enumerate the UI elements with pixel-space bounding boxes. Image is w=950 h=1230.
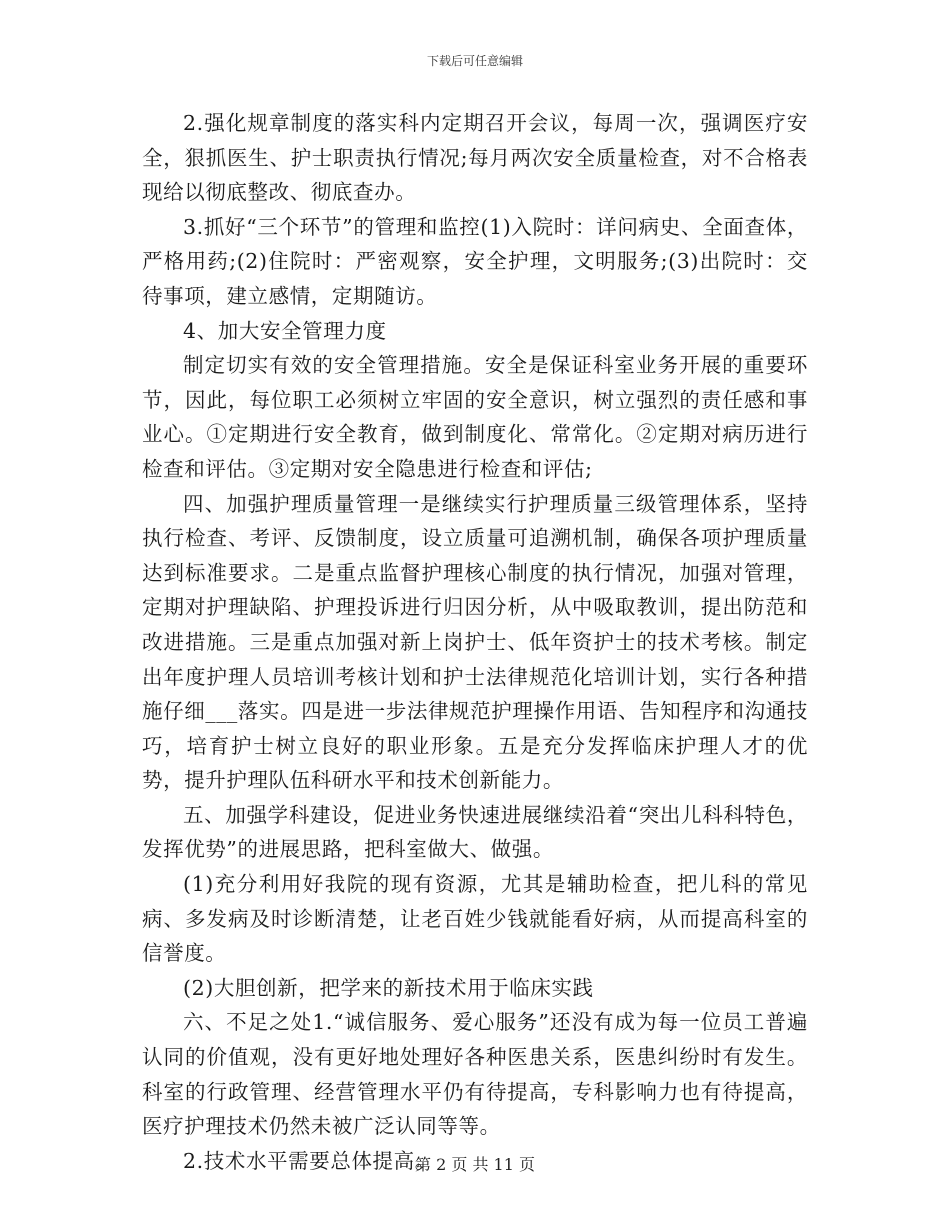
paragraph-shortcomings: 六、不足之处1.“诚信服务、爱心服务”还没有成为每一位员工普遍认同的价值观，没有更好地处理好各种医患关系，医患纠纷时有发生。科室的行政管理、经营管理水平仍有待提高，专科影响力也有待提高，医疗护理技术仍然未被广泛认同等等。 <box>142 1010 808 1139</box>
page-header-note: 下载后可任意编辑 <box>426 54 523 68</box>
paragraph-use-resources: (1)充分利用好我院的现有资源，尤其是辅助检查，把儿科的常见病、多发病及时诊断清楚，让老百姓少钱就能看好病，从而提高科室的信誉度。 <box>142 872 808 966</box>
paragraph-innovation: (2)大胆创新，把学来的新技术用于临床实践 <box>183 975 594 1000</box>
paragraph-rules-enforcement: 2.强化规章制度的落实科内定期召开会议，每周一次，强调医疗安全，狠抓医生、护士职责执行情况;每月两次安全质量检查，对不合格表现给以彻底整改、彻底查办。 <box>142 111 808 205</box>
document-body <box>142 106 808 1178</box>
page-number: 第 2 页 共 11 页 <box>415 1155 535 1174</box>
paragraph-tech-level: 2.技术水平需要总体提高。 <box>183 1148 436 1173</box>
paragraph-safety-heading: 4、加大安全管理力度 <box>183 318 387 343</box>
paragraph-safety-measures: 制定切实有效的安全管理措施。安全是保证科室业务开展的重要环节，因此，每位职工必须树立牢固的安全意识，树立强烈的责任感和事业心。①定期进行安全教育，做到制度化、常常化。②定期对病历进行检查和评估。③定期对安全隐患进行检查和评估; <box>142 353 808 481</box>
paragraph-nursing-quality: 四、加强护理质量管理一是继续实行护理质量三级管理体系，坚持执行检查、考评、反馈制度，设立质量可追溯机制，确保各项护理质量达到标准要求。二是重点监督护理核心制度的执行情况，加强对管理，定期对护理缺陷、护理投诉进行归因分析，从中吸取教训，提出防范和改进措施。三是重点加强对新上岗护士、低年资护士的技术考核。制定出年度护理人员培训考核计划和护士法律规范化培训计划，实行各种措施仔细___落实。四是进一步法律规范护理操作用语、告知程序和沟通技巧，培育护士树立良好的职业形象。五是充分发挥临床护理人才的优势，提升护理队伍科研水平和技术创新能力。 <box>142 491 808 793</box>
paragraph-three-links: 3.抓好“三个环节”的管理和监控(1)入院时：详问病史、全面查体，严格用药;(2)住院时：严密观察，安全护理，文明服务;(3)出院时：交待事项，建立感情，定期随访。 <box>142 214 808 308</box>
paragraph-discipline-building: 五、加强学科建设，促进业务快速进展继续沿着“突出儿科科特色，发挥优势”的进展思路，把科室做大、做强。 <box>142 802 808 862</box>
